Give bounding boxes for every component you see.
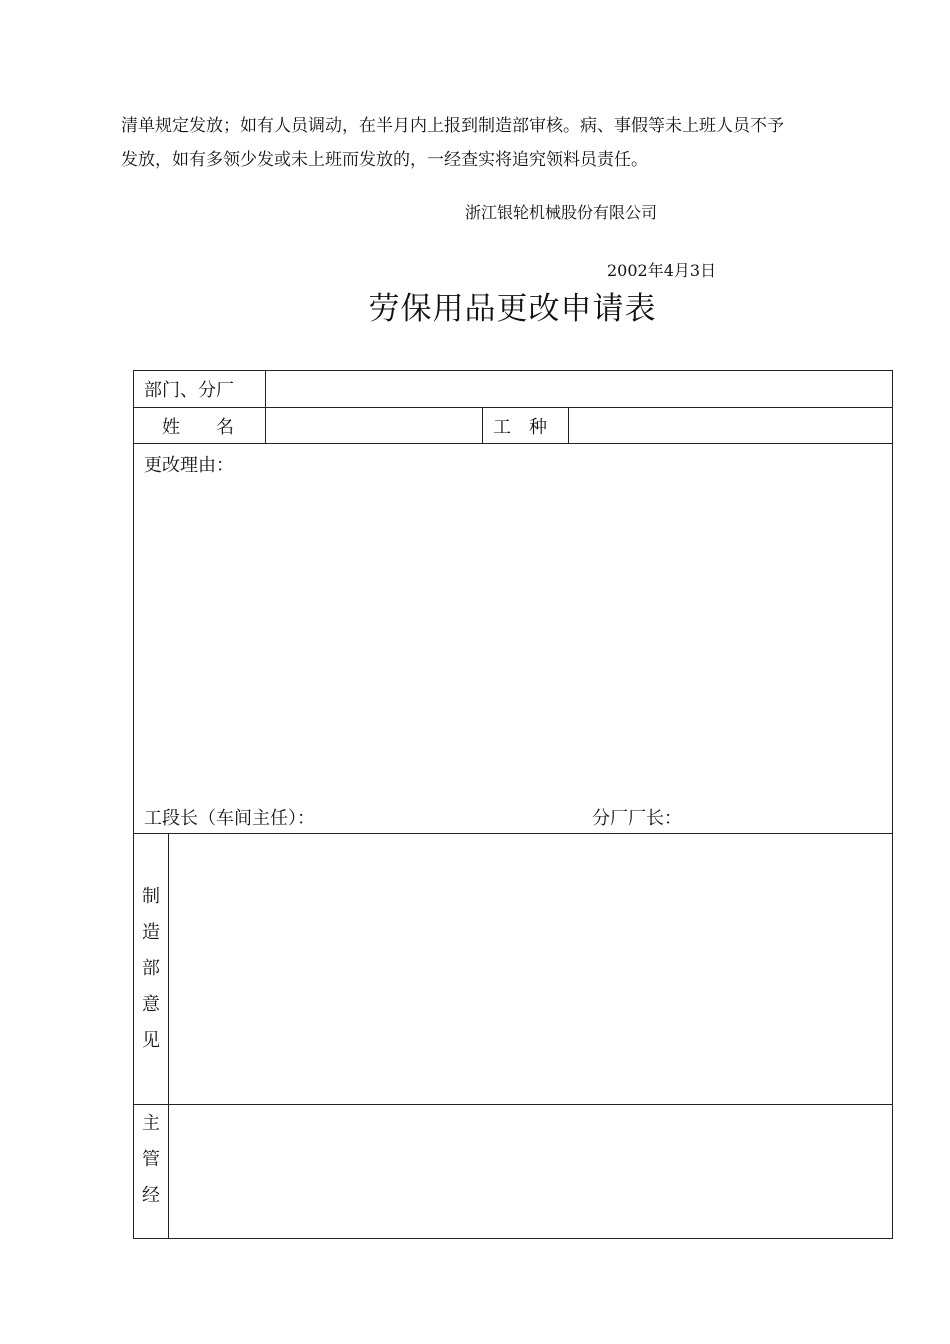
column-divider xyxy=(168,833,169,1238)
column-divider xyxy=(568,407,569,443)
label-char: 主 xyxy=(142,1113,160,1134)
application-form-table xyxy=(133,370,893,1239)
label-char: 见 xyxy=(142,1030,160,1051)
notice-line-1: 清单规定发放；如有人员调动，在半月内上报到制造部审核。病、事假等未上班人员不予 xyxy=(121,116,784,136)
department-field[interactable] xyxy=(270,373,888,403)
label-char: 制 xyxy=(142,886,160,907)
row-divider xyxy=(134,443,892,444)
company-name: 浙江银轮机械股份有限公司 xyxy=(465,203,658,222)
section-leader-label: 工段长（车间主任）： xyxy=(144,808,315,829)
notice-date: 2002年4月3日 xyxy=(607,261,717,280)
manufacturing-opinion-label xyxy=(134,879,168,1059)
manager-label xyxy=(134,1106,168,1214)
notice-paragraph xyxy=(121,109,881,177)
reason-field[interactable] xyxy=(144,481,884,791)
name-label: 姓 名 xyxy=(162,417,234,438)
name-field[interactable] xyxy=(270,409,478,439)
notice-line-2: 发放，如有多领少发或未上班而发放的，一经查实将追究领料员责任。 xyxy=(121,150,648,170)
label-char: 意 xyxy=(142,994,160,1015)
column-divider xyxy=(265,371,266,443)
row-divider xyxy=(134,833,892,834)
row-divider xyxy=(134,1104,892,1105)
department-label: 部门、分厂 xyxy=(144,380,234,401)
label-char: 经 xyxy=(142,1185,160,1206)
reason-label: 更改理由： xyxy=(144,455,234,476)
row-divider xyxy=(134,407,892,408)
form-title: 劳保用品更改申请表 xyxy=(368,291,657,327)
job-type-label: 工 种 xyxy=(493,417,547,438)
label-char: 造 xyxy=(142,922,160,943)
manager-opinion-field[interactable] xyxy=(174,1111,888,1231)
label-char: 管 xyxy=(142,1149,160,1170)
label-char: 部 xyxy=(142,958,160,979)
manufacturing-opinion-field[interactable] xyxy=(174,839,888,1097)
column-divider xyxy=(482,407,483,443)
factory-director-label: 分厂厂长： xyxy=(592,808,682,829)
job-type-field[interactable] xyxy=(574,409,888,439)
